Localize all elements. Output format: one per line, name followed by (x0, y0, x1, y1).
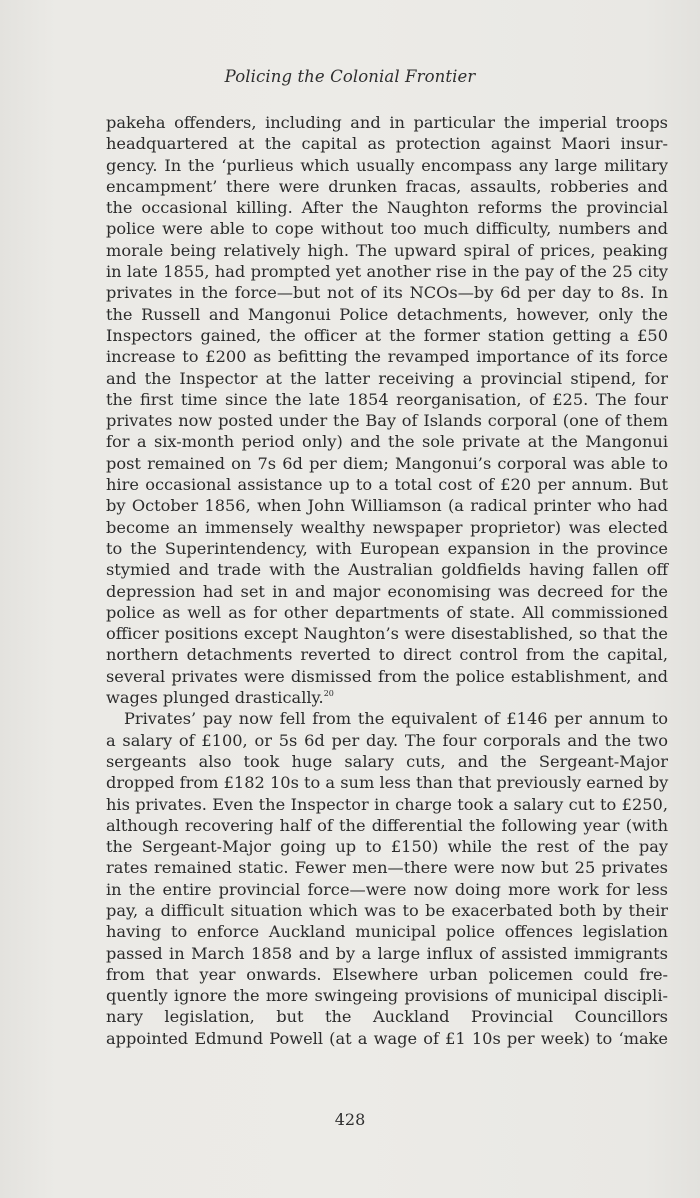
running-head: Policing the Colonial Frontier (224, 67, 476, 86)
text-line: stymied and trade with the Australian goldfields having fallen off (106, 560, 668, 580)
text-line: the Sergeant-Major going up to £150) while the rest of the pay (106, 837, 668, 857)
text-line: nary legislation, but the Auckland Provincial Councillors (106, 1007, 668, 1027)
text-line: privates now posted under the Bay of Islands corporal (one of them (106, 411, 668, 431)
text-line: the first time since the late 1854 reorganisation, of £25. The four (106, 389, 668, 409)
text-line: pay, a difficult situation which was to be exacerbated both by their (106, 900, 668, 920)
paragraph-end-text: wages plunged drastically. (106, 688, 324, 708)
text-line-indented: Privates’ pay now fell from the equivalent of £146 per annum to (124, 709, 668, 729)
text-line: gency. In the ‘purlieus which usually encompass any large military (106, 155, 668, 175)
text-line: quently ignore the more swingeing provisions of municipal discipli- (106, 986, 668, 1006)
text-line: post remained on 7s 6d per diem; Mangonui’s corporal was able to (106, 453, 668, 473)
text-line: his privates. Even the Inspector in charge took a salary cut to £250, (106, 794, 668, 814)
text-line: increase to £200 as befitting the revamped importance of its force (106, 347, 668, 367)
text-line: become an immensely wealthy newspaper proprietor) was elected (106, 517, 668, 537)
text-line: dropped from £182 10s to a sum less than that previously earned by (106, 773, 669, 793)
text-line: in late 1855, had prompted yet another rise in the pay of the 25 city (106, 262, 668, 282)
text-line: police as well as for other departments of state. All commissioned (106, 602, 668, 622)
text-line: by October 1856, when John Williamson (a radical printer who had (106, 496, 668, 516)
page-number: 428 (334, 1110, 366, 1129)
text-line: headquartered at the capital as protection against Maori insur- (106, 134, 668, 154)
text-line: sergeants also took huge salary cuts, and the Sergeant-Major (106, 751, 668, 771)
text-line: northern detachments reverted to direct control from the capital, (106, 645, 668, 665)
text-line: pakeha offenders, including and in particular the imperial troops (106, 113, 668, 132)
text-line: rates remained static. Fewer men—there were now but 25 privates (106, 858, 668, 878)
text-line-last (106, 687, 668, 708)
text-line: having to enforce Auckland municipal police offences legislation (106, 922, 668, 942)
footnote-ref: 20 (323, 689, 334, 699)
text-line: depression had set in and major economising was decreed for the (106, 581, 668, 601)
text-line: appointed Edmund Powell (at a wage of £1 10s per week) to ‘make (106, 1028, 668, 1048)
text-line: encampment’ there were drunken fracas, assaults, robberies and (106, 176, 668, 196)
text-line: police were able to cope without too much difficulty, numbers and (106, 219, 668, 239)
text-line: passed in March 1858 and by a large influx of assisted immigrants (106, 943, 668, 963)
text-line: in the entire provincial force—were now doing more work for less (106, 879, 668, 899)
text-line: for a six-month period only) and the sole private at the Mangonui (106, 432, 668, 452)
text-line: and the Inspector at the latter receiving a provincial stipend, for (106, 368, 668, 388)
text-line: several privates were dismissed from the police establishment, and (106, 666, 668, 686)
text-line: hire occasional assistance up to a total cost of £20 per annum. But (106, 475, 668, 495)
body-text (106, 112, 668, 1049)
text-line: the occasional killing. After the Naughton reforms the provincial (106, 198, 668, 218)
text-line: although recovering half of the differential the following year (with (106, 815, 668, 835)
text-line: officer positions except Naughton’s were disestablished, so that the (106, 624, 668, 644)
text-line: from that year onwards. Elsewhere urban policemen could fre- (106, 964, 668, 984)
text-line: to the Superintendency, with European expansion in the province (106, 538, 668, 558)
text-line: privates in the force—but not of its NCOs—by 6d per day to 8s. In (106, 283, 668, 303)
text-line: a salary of £100, or 5s 6d per day. The four corporals and the two (106, 730, 668, 750)
text-line: Inspectors gained, the officer at the former station getting a £50 (106, 325, 668, 345)
text-line: the Russell and Mangonui Police detachments, however, only the (106, 304, 668, 324)
text-line: morale being relatively high. The upward spiral of prices, peaking (106, 240, 668, 260)
